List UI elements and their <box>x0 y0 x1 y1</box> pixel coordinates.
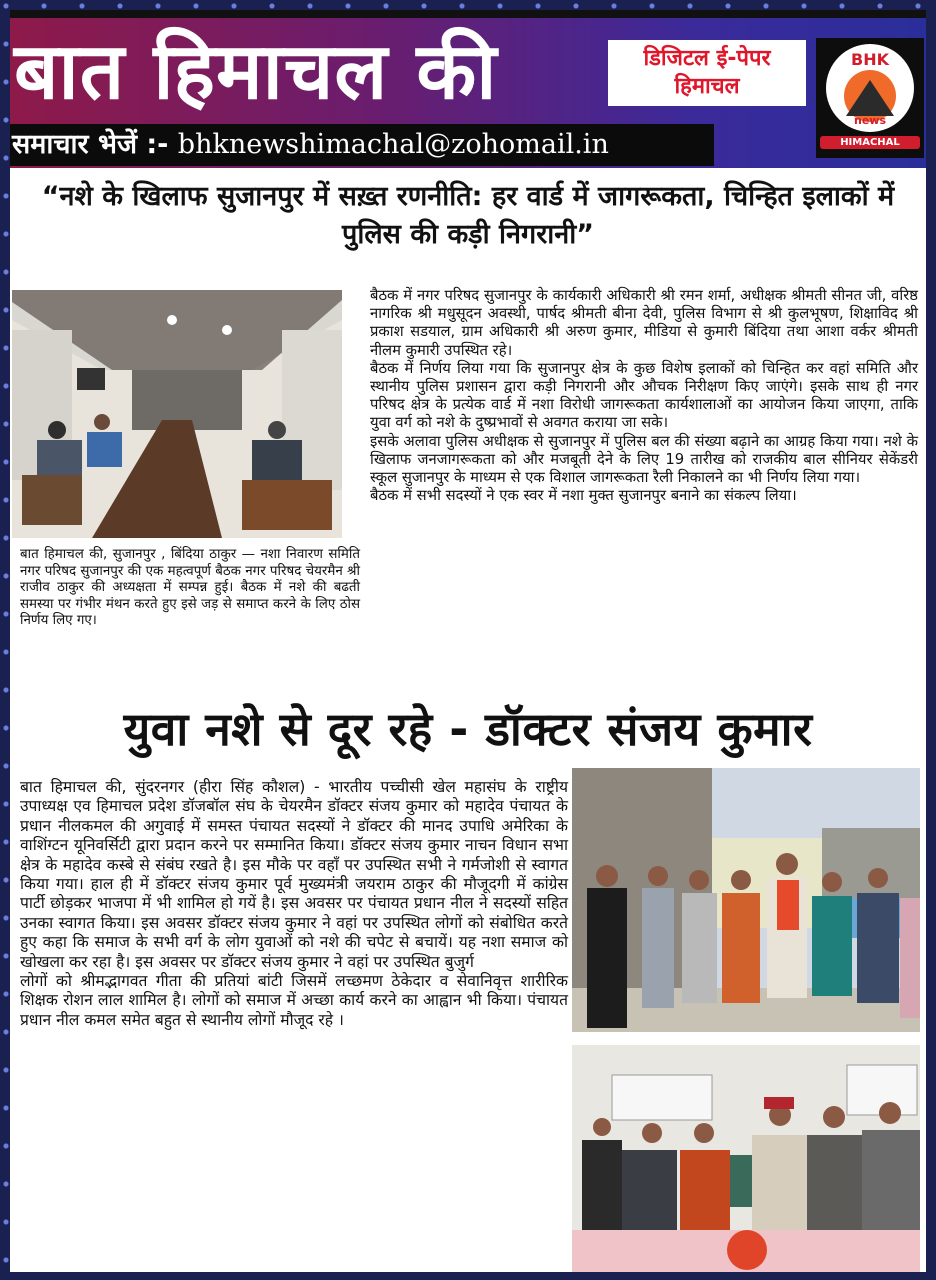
epaper-page <box>10 10 926 1272</box>
meeting-room-image <box>12 290 342 538</box>
story1-photo <box>10 280 350 542</box>
edition-label <box>608 40 806 106</box>
edition-line-2: हिमाचल <box>674 74 740 99</box>
brand-title: बात हिमाचल की <box>14 27 498 117</box>
felicitation-photo-image <box>572 1045 920 1272</box>
logo-top-text: BHK <box>851 50 889 69</box>
send-news-bar <box>10 124 714 166</box>
story2-paragraph: लोगों को श्रीमद्भागवत गीता की प्रतियां बांटी जिसमें लच्छमण ठेकेदार व सेवानिवृत्त शारीरिक शिक्षक रोशन लाल शामिल है। लोगों को समाज में अच्छा कार्य करने का आह्वान भी किया। पंचायत प्रधान नील कमल समेत बहुत से स्थानीय लोगों मौजूद रहे । <box>20 972 568 1029</box>
edition-line-1: डिजिटल ई-पेपर <box>643 46 771 71</box>
send-news-label: समाचार भेजें :- <box>12 129 178 160</box>
story2-photo-felicitation <box>572 1045 920 1272</box>
story1-paragraph: इसके अलावा पुलिस अधीक्षक से सुजानपुर में पुलिस बल की संख्या बढ़ाने का आग्रह किया गया। नशे के खिलाफ जनजागरूकता को और मजबूती देने के लिए 19 तारीख को राजकीय बाल सीनियर सेकेंडरी स्कूल सुजानपुर के माध्यम से एक विशाल जागरूकता रैली निकालने का भी निर्णय लिया गया। <box>370 432 918 487</box>
story1-headline: “नशे के खिलाफ सुजानपुर में सख़्त रणनीति: हर वार्ड में जागरूकता, चिन्हित इलाकों में पुलिस की कड़ी निगरानी” <box>41 181 895 250</box>
logo-bottom-text: HIMACHAL <box>820 136 920 149</box>
masthead <box>10 10 926 168</box>
story1-paragraph: बैठक में सभी सदस्यों ने एक स्वर में नशा मुक्त सुजानपुर बनाने का संकल्प लिया। <box>370 487 797 505</box>
group-photo-image <box>572 768 920 1032</box>
story2-headline: युवा नशे से दूर रहे - डॉक्टर संजय कुमार <box>123 702 813 756</box>
bhk-news-logo <box>816 38 924 158</box>
logo-emblem <box>826 44 914 132</box>
story2-paragraph: बात हिमाचल की, सुंदरनगर (हीरा सिंह कौशल) - भारतीय पच्चीसी खेल महासंघ के राष्ट्रीय उपाध्यक्ष एव हिमाचल प्रदेश डॉजबॉल संघ के चेयरमैन डॉक्टर संजय कुमार को महादेव पंचायत के प्रधान नीलकमल की अगुवाई में समस्त पंचायत सदस्यों ने डॉक्टर की मानद उपाधि अमेरिका के वाशिंग्टन यूनिवर्सिटी द्वारा प्रदान करने पर सम्मानित किया। डॉक्टर संजय कुमार नाचन विधान सभा क्षेत्र के महादेव कस्बे से संबंघ रखते है। इस मौके पर वहाँ पर उपस्थित सभी ने गर्मजोशी से स्वागत किया गया। हाल ही में डॉक्टर संजय कुमार पूर्व मुख्यमंत्री जयराम ठाकुर की मौजूदगी में कांग्रेस पार्टी छोड़कर भाजपा में भी शामिल हो गयें है। इस अवसर पर पंचायत प्रधान नील ने सदस्यों सहित उनका स्वागत किया। इस अवसर डॉक्टर संजय कुमार ने वहां पर उपस्थित लोगों को संबोधित करते हुए कहा कि समाज के सभी वर्ग के लोग युवाओं को नशे की चपेट से बचायें। यह नशा समाज को खोखला कर रहा है। इस अवसर पर डॉक्टर संजय कुमार ने वहां पर उपस्थित बुजुर्ग <box>20 778 568 971</box>
contact-email-link[interactable]: bhknewshimachal@zohomail.in <box>177 129 609 160</box>
story1-paragraph: बैठक में निर्णय लिया गया कि सुजानपुर क्षेत्र के कुछ विशेष इलाकों को चिन्हित कर वहां समिति और स्थानीय पुलिस प्रशासन द्वारा कड़ी निगरानी और औचक निरीक्षण किए जाएंगे। इसके साथ ही नगर परिषद क्षेत्र के प्रत्येक वार्ड में नशा विरोधी जागरूकता कार्यशालाओं का आयोजन किया जाएगा, ताकि युवा वर्ग को नशे के दुष्प्रभावों से अवगत कराया जा सके। <box>370 359 918 432</box>
logo-middle-text: news <box>853 114 886 127</box>
story1-paragraph: बैठक में नगर परिषद सुजानपुर के कार्यकारी अधिकारी श्री रमन शर्मा, अधीक्षक श्रीमती सीनत जी, वरिष्ठ नागरिक श्री मधुसूदन अवस्थी, पार्षद श्रीमती बीना देवी, पुलिस विभाग से श्री कुलभूषण, शिक्षाविद श्री प्रकाश सडयाल, ग्राम अधिकारी श्री अरुण कुमार, मीडिया से कुमारी बिंदिया तथा आशा वर्कर श्रीमती नीलम कुमारी उपस्थित रहे। <box>370 287 918 359</box>
story1-body <box>370 287 918 505</box>
story2-body <box>20 778 568 1030</box>
story1-caption: बात हिमाचल की, सुजानपुर , बिंदिया ठाकुर — नशा निवारण समिति नगर परिषद सुजानपुर की एक महत्वपूर्ण बैठक नगर परिषद चेयरमैन श्री राजीव ठाकुर की अध्यक्षता में सम्पन्न हुई। बैठक में नशे की बढती समस्या पर गंभीर मंथन करते हुए इसे जड़ से समाप्त करने के लिए ठोस निर्णय लिए गए। <box>20 547 360 628</box>
story2-photo-group <box>572 768 920 1032</box>
mountain-icon <box>846 80 894 116</box>
